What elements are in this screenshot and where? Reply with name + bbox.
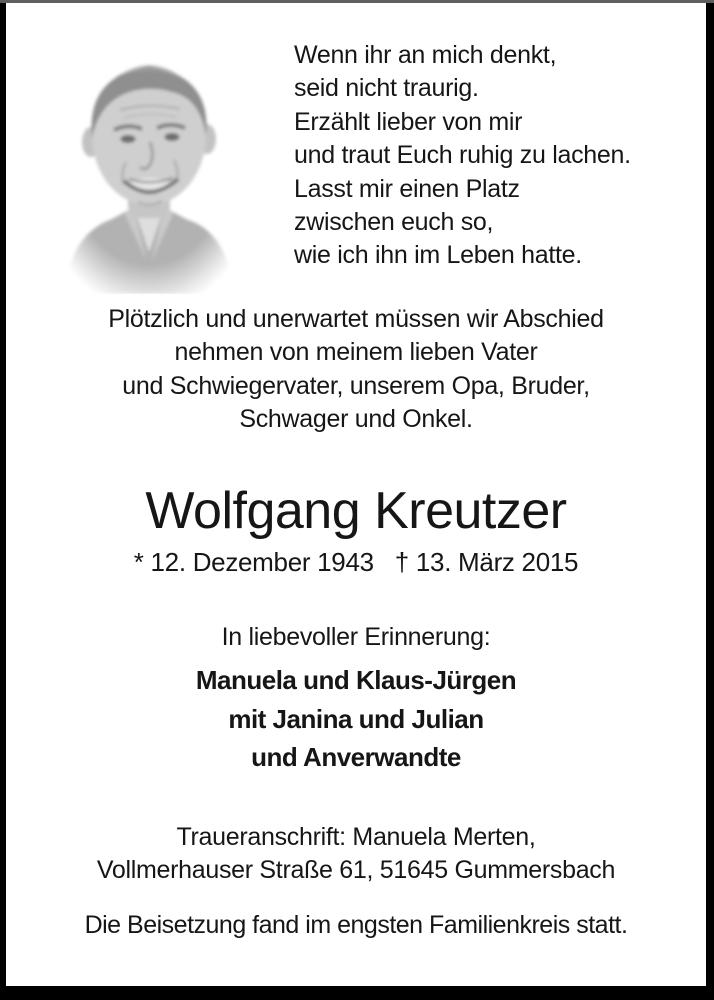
poem-line: zwischen euch so, bbox=[294, 208, 494, 237]
mourners-list bbox=[6, 661, 706, 777]
poem-line: und traut Euch ruhig zu lachen. bbox=[294, 141, 631, 170]
address-line: Vollmerhauser Straße 61, 51645 Gummersbach bbox=[96, 856, 616, 884]
deceased-portrait-photo bbox=[54, 36, 244, 294]
burial-notice: Die Beisetzung fand im engsten Familienkreis statt. bbox=[84, 911, 628, 939]
death-announcement bbox=[6, 303, 706, 437]
poem-line: Erzählt lieber von mir bbox=[294, 107, 523, 136]
announcement-line: Plötzlich und unerwartet müssen wir Abschied bbox=[108, 305, 604, 333]
announcement-line: und Schwiegervater, unserem Opa, Bruder, bbox=[122, 371, 590, 400]
deceased-name: Wolfgang Kreutzer bbox=[145, 482, 567, 540]
poem-line: wie ich ihn im Leben hatte. bbox=[294, 241, 582, 270]
life-dates bbox=[6, 546, 706, 579]
birth-date: * 12. Dezember 1943 bbox=[133, 547, 374, 577]
mourner-line: mit Janina und Julian bbox=[228, 703, 484, 734]
mourning-address bbox=[6, 821, 706, 887]
portrait-illustration bbox=[54, 36, 244, 294]
mourner-line: und Anverwandte bbox=[251, 742, 461, 773]
memorial-poem bbox=[294, 39, 631, 273]
death-date: † 13. März 2015 bbox=[394, 547, 579, 577]
announcement-line: nehmen von meinem lieben Vater bbox=[174, 338, 538, 367]
remembrance-heading: In liebevoller Erinnerung: bbox=[221, 623, 491, 651]
obituary-card bbox=[6, 3, 706, 986]
mourner-line: Manuela und Klaus-Jürgen bbox=[195, 665, 517, 695]
poem-line: Wenn ihr an mich denkt, bbox=[294, 41, 557, 69]
announcement-line: Schwager und Onkel. bbox=[239, 405, 473, 434]
poem-line: Lasst mir einen Platz bbox=[294, 174, 520, 203]
poem-line: seid nicht traurig. bbox=[294, 74, 479, 103]
address-line: Traueranschrift: Manuela Merten, bbox=[176, 823, 536, 851]
